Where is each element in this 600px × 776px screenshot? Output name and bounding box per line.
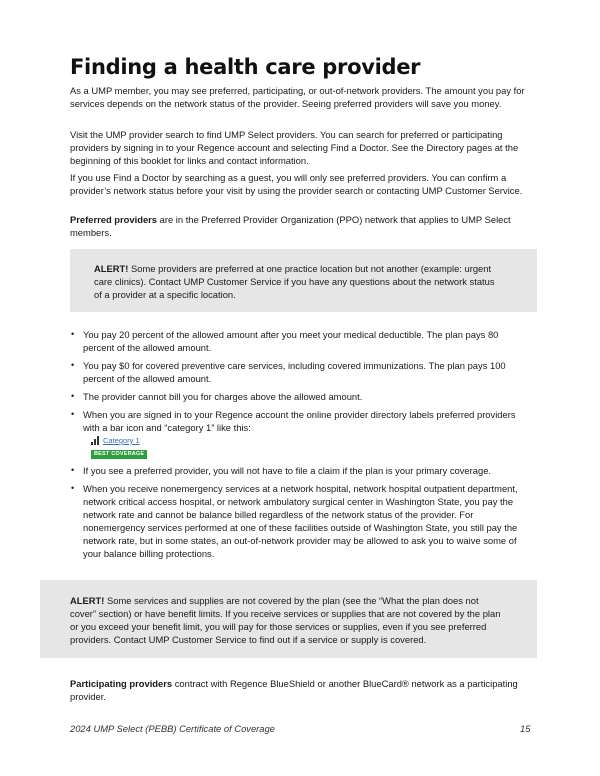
guest-search-paragraph: If you use Find a Doctor by searching as a guest, you will only see preferred providers. You can confirm a provider’s network status before your visit by using the provider search or contacting UMP Customer Service. (70, 172, 523, 196)
preferred-providers-term: Preferred providers (70, 214, 158, 225)
intro-paragraph: As a UMP member, you may see preferred, participating, or out-of-network providers. The amount you pay for services depends on the network status of the provider. Seeing preferred providers will save you money. (70, 85, 525, 109)
participating-providers-term: Participating providers (70, 678, 173, 689)
alert-text: Some services and supplies are not covered by the plan (see the “What the plan does not cover” section) or have benefit limits. If you receive services or supplies that are not covered by the plan or you exceed your benefit limit, you will pay for those services or supplies, even if you see preferred providers. Contact UMP Customer Service to find out if a service or supply is covered. (70, 595, 501, 645)
list-item: • The provider cannot bill you for charges above the allowed amount. (70, 390, 532, 403)
category-1-link[interactable]: Category 1 (103, 436, 140, 445)
preferred-providers-paragraph (70, 213, 532, 239)
list-item: • You pay 20 percent of the allowed amount after you meet your medical deductible. The plan pays 80 percent of the allowed amount. (70, 328, 532, 354)
participating-providers-paragraph (70, 677, 532, 703)
participating-providers-text: contract with Regence BlueShield or another BlueCard® network as a participating provider. (70, 678, 518, 702)
list-item: • If you see a preferred provider, you will not have to file a claim if the plan is your primary coverage. (70, 464, 532, 477)
list-item (70, 408, 532, 459)
list-item-text: When you are signed in to your Regence account the online provider directory labels preferred providers with a bar icon and “category 1” like this: (83, 409, 516, 433)
bullet-list (70, 328, 532, 565)
alert-text: Some providers are preferred at one practice location but not another (example: urgent care clinics). Contact UMP Customer Service if you have any questions about the network status of a provider at a specific location. (94, 263, 495, 300)
list-item: • You pay $0 for covered preventive care services, including covered immunizations. The plan pays 100 percent of the allowed amount. (70, 359, 532, 385)
footer-page-number: 15 (520, 723, 531, 734)
best-coverage-badge: BEST COVERAGE (91, 450, 147, 459)
alert-box-locations (70, 249, 537, 312)
alert-label: ALERT! (94, 263, 129, 274)
list-item: • When you receive nonemergency services at a network hospital, network hospital outpatient department, network critical access hospital, or network ambulatory surgical center in Washington State, you pay the network rate and cannot be balance billed regardless of the network status of the provider. For nonemergency services performed at one of these facilities outside of Washington State, you still pay the network rate, but in some states, an out-of-network provider may be allowed to ask you to waive some of your balance billing protections. (70, 482, 532, 560)
footer-document-title: 2024 UMP Select (PEBB) Certificate of Coverage (70, 723, 275, 734)
provider-search-paragraph: Visit the UMP provider search to find UMP Select providers. You can search for preferred or participating providers by signing in to your Regence account and selecting Find a Doctor. See the Directory pages at the beginning of this booklet for links and contact information. (70, 129, 519, 166)
category-example (83, 436, 532, 445)
alert-label: ALERT! (70, 595, 105, 606)
page-title: Finding a health care provider (70, 55, 421, 79)
alert-box-coverage (40, 580, 537, 658)
preferred-providers-text: are in the Preferred Provider Organization (PPO) network that applies to UMP Select members. (70, 214, 511, 238)
bar-chart-icon (91, 436, 99, 445)
